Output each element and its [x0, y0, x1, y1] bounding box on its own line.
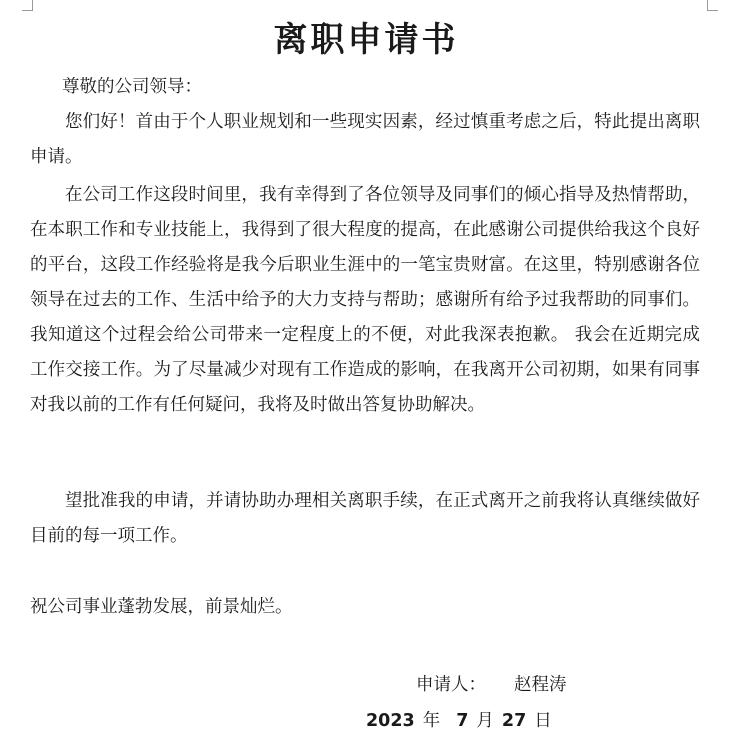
date-month: 7: [456, 711, 469, 731]
paragraph-3: 望批准我的申请，并请协助办理相关离职手续，在正式离开之前我将认真继续做好目前的每一项工作。: [30, 491, 700, 546]
date-month-unit: 月: [476, 711, 494, 731]
date-day-unit: 日: [534, 711, 552, 731]
salutation: 尊敬的公司领导：: [62, 77, 202, 97]
date-year-unit: 年: [422, 711, 441, 731]
date-line: [366, 706, 552, 736]
closing-remark: 祝公司事业蓬勃发展，前景灿烂。: [30, 597, 293, 617]
signature-line: [416, 670, 567, 700]
document-title: 离职申请书: [273, 20, 459, 60]
signature-label: 申请人：: [416, 675, 486, 695]
date-year: 2023: [366, 711, 415, 731]
signature-name: 赵程涛: [514, 675, 567, 695]
paragraph-2: 在公司工作这段时间里，我有幸得到了各位领导及同事们的倾心指导及热情帮助，在本职工作和专业技能上，我得到了很大程度的提高，在此感谢公司提供给我这个良好的平台，这段工作经验将是我今后职业生涯中的一笔宝贵财富。在这里，特别感谢各位领导在过去的工作、生活中给予的大力支持与帮助；感谢所有给予过我帮助的同事们。我知道这个过程会给公司带来一定程度上的不便，对此我深表抱歉。 我会在近期完成工作交接工作。为了尽量减少对现有工作造成的影响，在我离开公司初期，如果有同事对我以前的工作有任何疑问，我将及时做出答复协助解决。: [30, 185, 700, 415]
date-day: 27: [501, 711, 527, 731]
paragraph-1: 您们好！首由于个人职业规划和一些现实因素，经过慎重考虑之后，特此提出离职申请。: [30, 112, 700, 167]
crop-mark-top-left: [22, 0, 33, 11]
crop-mark-top-right: [707, 0, 718, 11]
